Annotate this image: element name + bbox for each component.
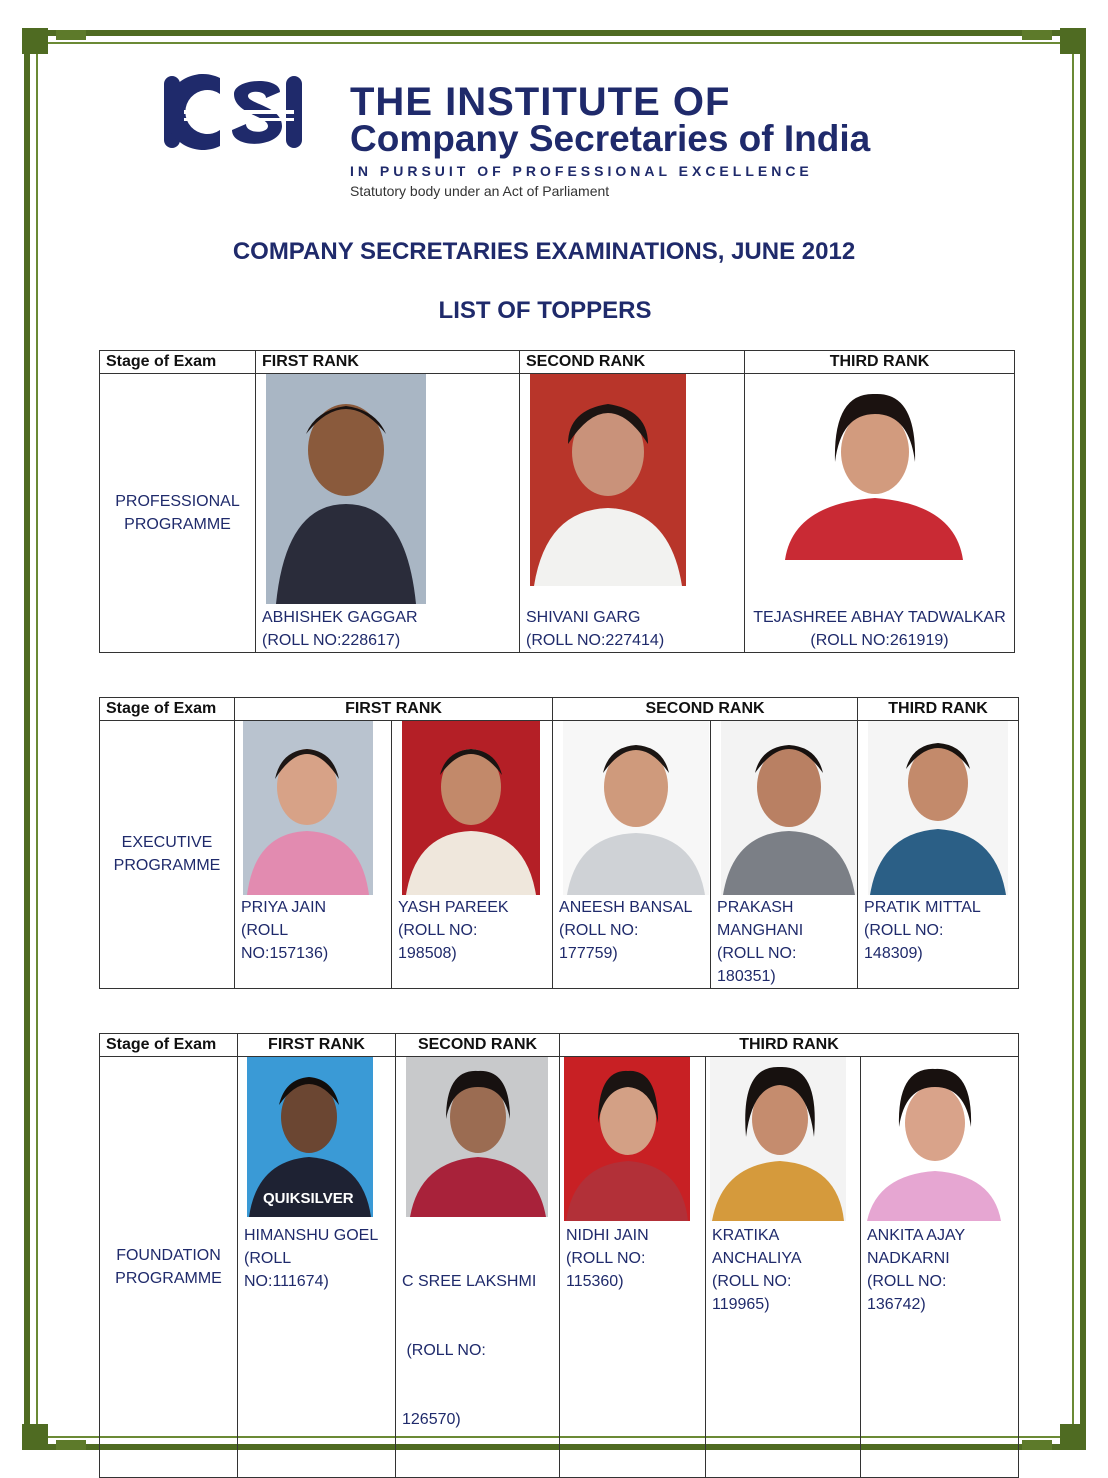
topper-name-cell	[520, 606, 745, 653]
border-accent	[1022, 30, 1052, 40]
border-accent	[56, 1440, 86, 1450]
topper-name-cell: PRATIK MITTAL (ROLL NO: 148309)	[858, 896, 1019, 989]
border-accent	[56, 30, 86, 40]
third-rank-header: THIRD RANK	[560, 1034, 1019, 1057]
topper-photo	[402, 721, 540, 895]
topper-photo	[406, 1057, 548, 1217]
border-accent	[1022, 1440, 1052, 1450]
border-corner	[22, 1424, 48, 1450]
first-rank-header: FIRST RANK	[256, 351, 520, 374]
stage-cell-executive: EXECUTIVE PROGRAMME	[100, 721, 235, 989]
topper-photo	[783, 374, 965, 560]
topper-name-cell: NIDHI JAIN (ROLL NO: 115360)	[560, 1224, 706, 1478]
first-rank-header: FIRST RANK	[235, 698, 553, 721]
topper-photo	[868, 721, 1008, 895]
topper-name: C SREE LAKSHMI	[402, 1272, 537, 1290]
second-rank-header: SECOND RANK	[553, 698, 858, 721]
document-title: COMPANY SECRETARIES EXAMINATIONS, JUNE 2012	[232, 238, 856, 265]
second-rank-header: SECOND RANK	[520, 351, 745, 374]
first-rank-header: FIRST RANK	[238, 1034, 396, 1057]
second-rank-header: SECOND RANK	[396, 1034, 560, 1057]
topper-name: NIDHI JAIN	[566, 1226, 649, 1244]
topper-photo	[564, 1057, 690, 1221]
foundation-toppers-table	[99, 1033, 1019, 1478]
document-subtitle: LIST OF TOPPERS	[438, 297, 652, 324]
topper-name-cell: PRIYA JAIN (ROLL NO:157136)	[235, 896, 392, 989]
topper-photo	[721, 721, 857, 895]
topper-roll: (ROLL NO:228617)	[262, 631, 401, 649]
topper-name: ANEESH BANSAL	[559, 898, 693, 916]
stage-cell-professional: PROFESSIONAL PROGRAMME	[100, 374, 256, 653]
topper-name-cell	[745, 606, 1015, 653]
stage-header: Stage of Exam	[100, 698, 235, 721]
topper-name: TEJASHREE ABHAY TADWALKAR	[753, 608, 1006, 626]
stage-cell-foundation: FOUNDATION PROGRAMME	[100, 1057, 238, 1478]
topper-roll: (ROLL NO:227414)	[526, 631, 665, 649]
topper-name: PRATIK MITTAL	[864, 898, 981, 916]
topper-name: PRAKASH	[717, 898, 794, 916]
institute-statutory-note: Statutory body under an Act of Parliament	[350, 183, 610, 199]
professional-toppers-table	[99, 350, 1015, 653]
topper-name: ABHISHEK GAGGAR	[262, 608, 418, 626]
shirt-logo-text: QUIKSILVER	[263, 1190, 354, 1207]
third-rank-header: THIRD RANK	[745, 351, 1015, 374]
topper-name-cell: YASH PAREEK (ROLL NO: 198508)	[392, 896, 553, 989]
topper-name-cell: PRAKASH MANGHANI (ROLL NO: 180351)	[711, 896, 858, 989]
border-corner	[1060, 1424, 1086, 1450]
topper-photo	[266, 374, 426, 604]
topper-photo	[563, 721, 709, 895]
topper-name: ANKITA AJAY	[867, 1226, 966, 1244]
topper-name: PRIYA JAIN	[241, 898, 327, 916]
topper-name: SHIVANI GARG	[526, 608, 641, 626]
topper-photo	[243, 721, 373, 895]
institute-title-line2: Company Secretaries of India	[350, 118, 871, 159]
border-corner	[22, 28, 48, 54]
topper-photo	[865, 1057, 1003, 1221]
topper-name-cell: ANEESH BANSAL (ROLL NO: 177759)	[553, 896, 711, 989]
institute-title-line1: THE INSTITUTE OF	[350, 80, 731, 124]
topper-name-cell: KRATIKA ANCHALIYA (ROLL NO: 119965)	[706, 1224, 861, 1478]
topper-photo	[247, 1057, 373, 1217]
topper-name-cell: ANKITA AJAY NADKARNI (ROLL NO: 136742)	[861, 1224, 1019, 1478]
topper-name-cell: HIMANSHU GOEL (ROLL NO:111674)	[238, 1224, 396, 1478]
topper-name: KRATIKA	[712, 1226, 780, 1244]
topper-name: HIMANSHU GOEL	[244, 1226, 379, 1244]
topper-photo	[710, 1057, 846, 1221]
stage-header: Stage of Exam	[100, 351, 256, 374]
third-rank-header: THIRD RANK	[858, 698, 1019, 721]
topper-photo	[530, 374, 686, 586]
topper-name-cell	[256, 606, 520, 653]
executive-toppers-table	[99, 697, 1019, 989]
topper-name-cell: C SREE LAKSHMI (ROLL NO: 126570)	[396, 1224, 560, 1478]
topper-name: YASH PAREEK	[398, 898, 509, 916]
institute-tagline: IN PURSUIT OF PROFESSIONAL EXCELLENCE	[350, 163, 813, 179]
topper-roll: (ROLL NO:261919)	[810, 631, 949, 649]
stage-header: Stage of Exam	[100, 1034, 238, 1057]
icsi-logo	[162, 68, 302, 156]
border-corner	[1060, 28, 1086, 54]
